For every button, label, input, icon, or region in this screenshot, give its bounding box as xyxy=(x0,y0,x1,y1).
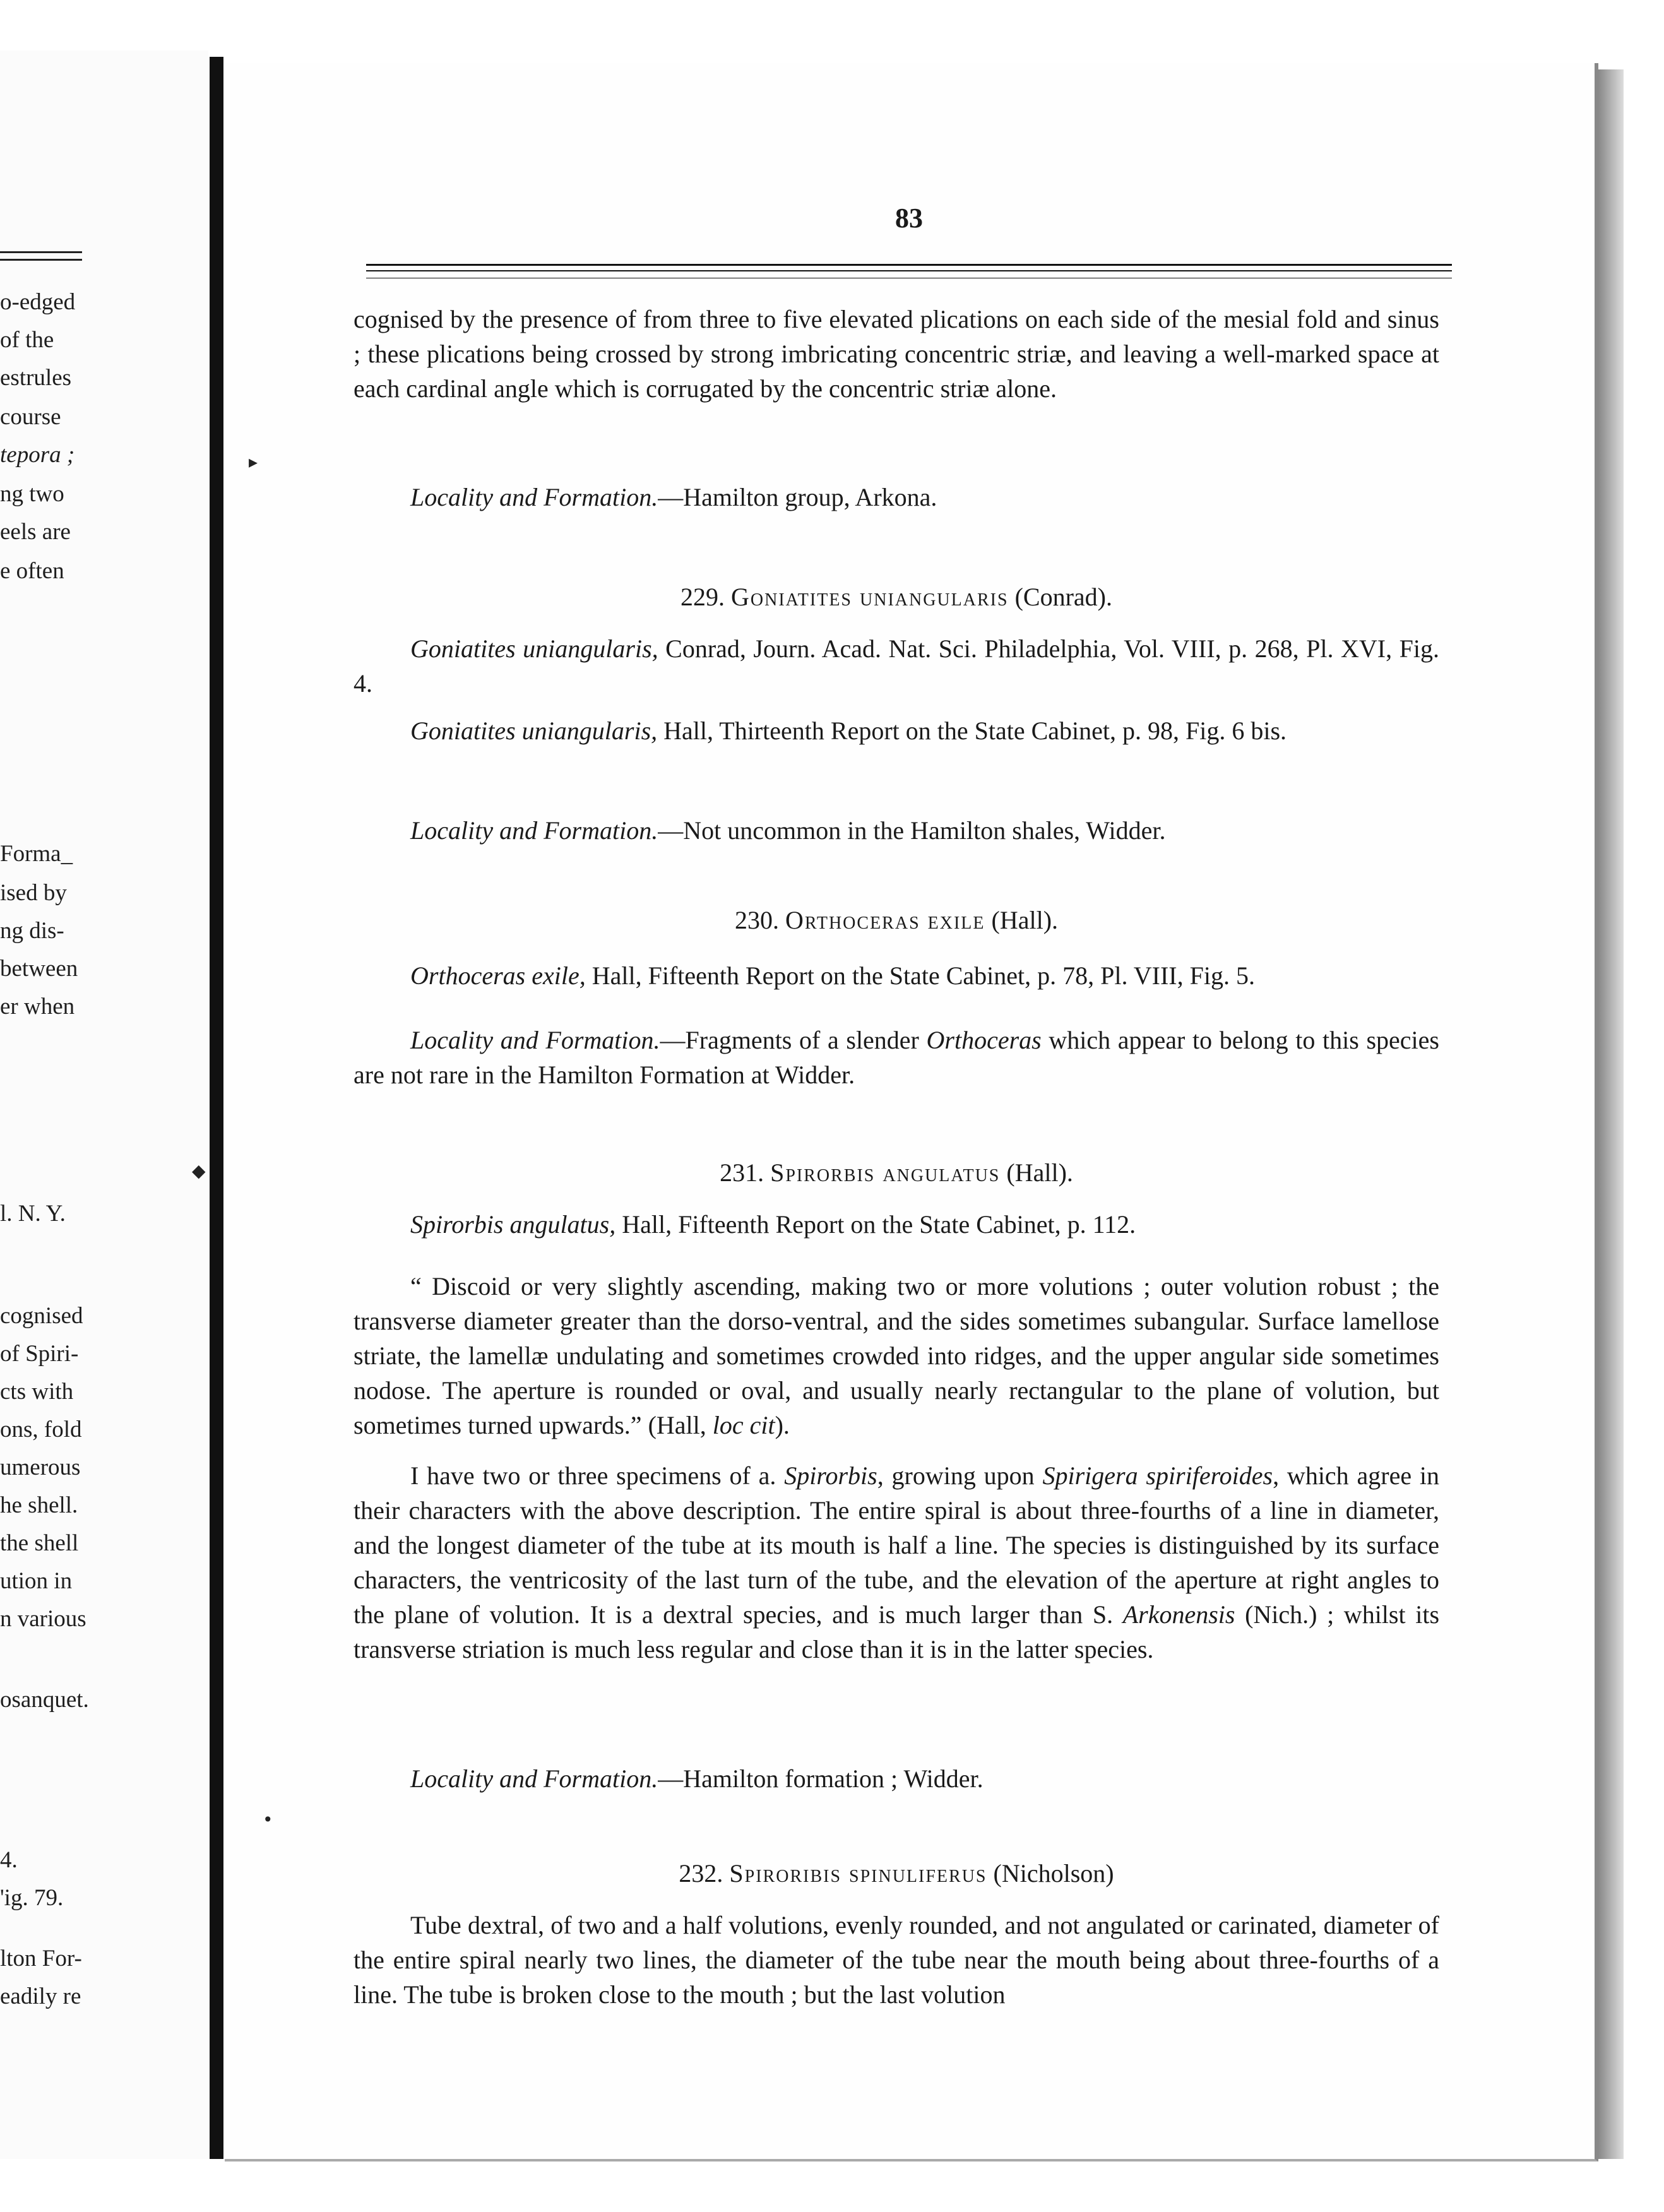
species-author: (Conrad). xyxy=(1014,583,1112,611)
facing-line: 4. xyxy=(0,1847,18,1873)
locality-text: which appear to belong to this species are not rare in the Hamilton Formation at Widder. xyxy=(354,1026,1439,1089)
facing-line: umerous xyxy=(0,1454,81,1480)
facing-line: lton For- xyxy=(0,1946,82,1971)
facing-line: cognised xyxy=(0,1303,83,1329)
genus-name: Orthoceras xyxy=(926,1026,1042,1054)
facing-line: er when xyxy=(0,994,75,1020)
reference-text: Hall, Fifteenth Report on the State Cabinet, p. 78, Pl. VIII, Fig. 5. xyxy=(585,961,1255,990)
locality-text: —Hamilton formation ; Widder. xyxy=(658,1764,984,1793)
species-heading-230 xyxy=(354,903,1439,937)
species-name: Goniatites uniangularis xyxy=(731,583,1009,611)
locality-text: —Not uncommon in the Hamilton shales, Widder. xyxy=(658,816,1166,845)
species-ref: Arkonensis xyxy=(1122,1600,1235,1629)
facing-line: ution in xyxy=(0,1568,73,1594)
facing-line: between xyxy=(0,956,78,982)
facing-line: ons, fold xyxy=(0,1417,82,1442)
locality-paragraph xyxy=(354,1023,1439,1092)
locality-label: Locality and Formation. xyxy=(410,816,658,845)
facing-line: eadily re xyxy=(0,1983,81,2009)
facing-line: of the xyxy=(0,327,54,353)
paragraph-continuation: cognised by the presence of from three to five elevated plications on each side of the mesial fold and sinus ; these plications being crossed by strong imbricating concentric striæ, and leaving a well-marked space at each cardinal angle which is corrugated by the concentric striæ alone. xyxy=(354,305,1439,403)
reference-species: Orthoceras exile, xyxy=(410,961,586,990)
margin-mark: ▸ xyxy=(249,451,258,472)
citation: loc cit xyxy=(712,1411,775,1439)
facing-line: l. N. Y. xyxy=(0,1201,66,1227)
locality-paragraph xyxy=(354,480,1439,514)
margin-mark: ◆ xyxy=(192,1160,206,1181)
species-number: 232. xyxy=(679,1859,723,1888)
species-number: 230. xyxy=(734,906,779,934)
reference-text: Conrad, Journ. Acad. Nat. Sci. Philadelphia, Vol. VIII, p. 268, Pl. XVI, Fig. 4. xyxy=(354,634,1440,698)
facing-line: estrules xyxy=(0,365,72,391)
facing-line: o-edged xyxy=(0,289,76,315)
quoted-description xyxy=(354,1269,1439,1442)
author-description xyxy=(354,1458,1439,1667)
reference-species: Goniatites uniangularis, xyxy=(410,717,658,745)
margin-mark: • xyxy=(263,1809,273,1830)
locality-text: —Hamilton group, Arkona. xyxy=(658,483,937,511)
facing-line: tepora ; xyxy=(0,442,75,468)
description-text: I have two or three specimens of a. xyxy=(410,1461,785,1490)
facing-line: he shell. xyxy=(0,1492,78,1518)
reference-230 xyxy=(354,958,1439,993)
facing-line: osanquet. xyxy=(0,1687,89,1713)
page-number: 83 xyxy=(895,203,923,234)
species-ref: Spirigera spiriferoides xyxy=(1042,1461,1273,1490)
locality-label: Locality and Formation. xyxy=(410,483,658,511)
facing-line: cts with xyxy=(0,1379,74,1405)
species-heading-232 xyxy=(354,1856,1439,1891)
reference-species: Spirorbis angulatus, xyxy=(410,1210,616,1239)
header-rule xyxy=(366,270,1452,271)
description-text: , growing upon xyxy=(877,1461,1043,1490)
reference-229b xyxy=(354,713,1439,748)
quote-text: “ Discoid or very slightly ascending, making two or more volutions ; outer volution robust ; the transverse diameter greater than the dorso-ventral, and the sides sometimes subangular. Surface lamellose striate, the lamellæ undulating and sometimes crowded into ridges, and the upper angular side sometimes nodose. The aperture is rounded or oval, and usually nearly rectangular to the plane of volution, but sometimes turned upwards.” (Hall, xyxy=(354,1272,1439,1439)
species-author: (Hall). xyxy=(1006,1158,1073,1187)
reference-229a xyxy=(354,631,1439,701)
facing-line: ng dis- xyxy=(0,918,64,944)
species-name: Spirorbis angulatus xyxy=(770,1158,1001,1187)
locality-paragraph xyxy=(354,1761,1439,1796)
locality-paragraph xyxy=(354,813,1439,848)
reference-231 xyxy=(354,1207,1439,1242)
genus-name: Spirorbis xyxy=(784,1461,877,1490)
species-heading-229 xyxy=(354,580,1439,614)
description-text: (Nich.) ; whilst its transverse striation is much less regular and close than it is in the latter species. xyxy=(354,1600,1440,1663)
facing-line: ng two xyxy=(0,481,64,507)
book-binding xyxy=(210,57,223,2159)
facing-line: of Spiri- xyxy=(0,1341,79,1367)
facing-line: the shell xyxy=(0,1530,79,1556)
facing-line: Forma_ xyxy=(0,841,73,867)
species-name: Spiroribis spinuliferus xyxy=(729,1859,987,1888)
reference-species: Goniatites uniangularis, xyxy=(410,634,658,663)
description-232: Tube dextral, of two and a half volutions, evenly rounded, and not angulated or carinated, diameter of the entire spiral nearly two lines, the diameter of the tube near the mouth being about three-fourths of a line. The tube is broken close to the mouth ; but the last volution xyxy=(354,1911,1439,2009)
species-name: Orthoceras exile xyxy=(785,906,985,934)
reference-text: Hall, Fifteenth Report on the State Cabinet, p. 112. xyxy=(615,1210,1136,1239)
facing-page-rule xyxy=(0,251,82,253)
page-edge-shadow xyxy=(1598,69,1624,2159)
header-rule xyxy=(366,264,1452,266)
species-number: 229. xyxy=(680,583,725,611)
quote-text: ). xyxy=(775,1411,790,1439)
facing-line: e often xyxy=(0,558,64,584)
facing-line: ised by xyxy=(0,880,67,906)
locality-label: Locality and Formation. xyxy=(410,1764,658,1793)
facing-page-rule xyxy=(0,259,82,261)
facing-line: n various xyxy=(0,1606,86,1632)
locality-text: —Fragments of a slender xyxy=(660,1026,927,1054)
species-heading-231 xyxy=(354,1155,1439,1190)
species-number: 231. xyxy=(720,1158,764,1187)
locality-label: Locality and Formation. xyxy=(410,1026,660,1054)
description-text: , which agree in their characters with the above description. The entire spiral is about three-fourths of a line in diameter, and the longest diameter of the tube at its mouth is half a line. The species is distinguished by its surface characters, the ventricosity of the last turn of the tube, and the elevation of the aperture at right angles to the plane of volution. It is a dextral species, and is much larger than S. xyxy=(354,1461,1439,1629)
species-author: (Nicholson) xyxy=(993,1859,1114,1888)
facing-line: eels are xyxy=(0,519,71,545)
reference-text: Hall, Thirteenth Report on the State Cabinet, p. 98, Fig. 6 bis. xyxy=(657,717,1287,745)
species-author: (Hall). xyxy=(991,906,1059,934)
facing-line: 'ig. 79. xyxy=(0,1885,64,1911)
facing-line: course xyxy=(0,404,61,430)
